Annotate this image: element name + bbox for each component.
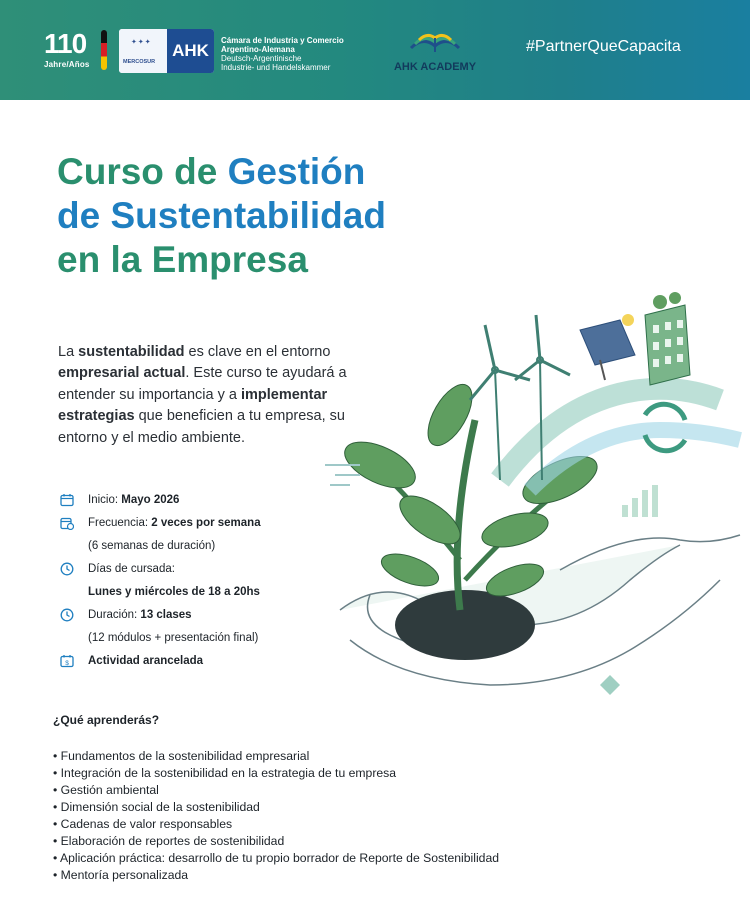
intro-text-1: La xyxy=(58,344,79,360)
chamber-line-1: Cámara de Industria y Comercio xyxy=(221,36,344,45)
detail-dias-value xyxy=(60,580,261,603)
ahk-academy-logo xyxy=(380,28,490,73)
list-item: • Gestión ambiental xyxy=(53,782,499,799)
dias-value: Lunes y miércoles de 18 a 20hs xyxy=(88,585,260,598)
intro-text-4: que beneficien a tu empresa, su entorno y el medio ambiente. xyxy=(58,408,345,446)
intro-bold-3: implementar estrategias xyxy=(58,386,328,425)
duracion-label: Duración: xyxy=(88,608,141,621)
bar-chart-icon xyxy=(622,485,658,517)
header-banner xyxy=(0,0,750,100)
sustainability-illustration xyxy=(300,280,750,720)
detail-actividad xyxy=(60,649,261,672)
anniversary-sub: Jahre/Años xyxy=(44,60,90,69)
anniversary-logo xyxy=(44,30,90,69)
title-line-2: de Sustentabilidad xyxy=(57,195,386,236)
frecuencia-label: Frecuencia: xyxy=(88,516,152,529)
chamber-line-2: Argentino-Alemana xyxy=(221,45,295,54)
duracion-note: (12 módulos + presentación final) xyxy=(88,631,259,644)
intro-text-3: . Este curso te ayudará a entender su importancia y a xyxy=(58,365,347,403)
list-item: • Mentoría personalizada xyxy=(53,867,499,884)
frecuencia-note: (6 semanas de duración) xyxy=(88,539,216,552)
title-part-2: Gestión xyxy=(227,151,366,192)
list-item: • Integración de la sostenibilidad en la estrategia de tu empresa xyxy=(53,765,499,782)
list-item: • Dimensión social de la sostenibilidad xyxy=(53,799,499,816)
title-part-1: Curso de xyxy=(57,151,228,192)
title-line-3: en la Empresa xyxy=(57,239,308,280)
building-icon xyxy=(645,292,690,385)
fee-icon xyxy=(60,654,74,668)
svg-text:$: $ xyxy=(65,659,69,667)
intro-bold-2: empresarial actual xyxy=(58,365,186,382)
intro-text-2: es clave en el entorno xyxy=(184,344,331,360)
learn-list xyxy=(53,748,499,884)
detail-frecuencia xyxy=(60,511,261,534)
course-details xyxy=(60,488,261,672)
intro-bold-1: sustentabilidad xyxy=(78,344,185,360)
duracion-value: 13 clases xyxy=(140,608,192,621)
academy-label: AHK ACADEMY xyxy=(393,61,477,73)
clock-icon xyxy=(60,562,74,576)
inicio-label: Inicio: xyxy=(88,493,122,506)
list-item: • Aplicación práctica: desarrollo de tu propio borrador de Reporte de Sostenibilidad xyxy=(53,850,499,867)
german-flag-icon xyxy=(101,30,107,70)
detail-duracion xyxy=(60,603,261,626)
solar-panel-icon xyxy=(580,314,635,380)
clock-icon xyxy=(60,608,74,622)
list-item: • Cadenas de valor responsables xyxy=(53,816,499,833)
page-title xyxy=(57,150,386,282)
frecuencia-value: 2 veces por semana xyxy=(151,516,261,529)
calendar-icon xyxy=(60,493,74,507)
dias-label: Días de cursada: xyxy=(88,562,175,575)
ahk-logo-text: AHK xyxy=(167,29,214,73)
actividad-value: Actividad arancelada xyxy=(88,654,204,667)
detail-frecuencia-note xyxy=(60,534,261,557)
detail-inicio xyxy=(60,488,261,511)
mercosur-label: MERCOSUR xyxy=(123,59,156,65)
chamber-line-4: Industrie- und Handelskammer xyxy=(221,63,331,72)
detail-duracion-note xyxy=(60,626,261,649)
chamber-line-3: Deutsch-Argentinische xyxy=(221,54,302,63)
ahk-logo xyxy=(119,29,214,73)
detail-dias xyxy=(60,557,261,580)
chamber-name xyxy=(221,36,344,72)
open-book-icon xyxy=(405,28,465,54)
list-item: • Elaboración de reportes de sostenibilidad xyxy=(53,833,499,850)
mercosur-stars-icon: ✦✦✦ xyxy=(131,39,152,46)
inicio-value: Mayo 2026 xyxy=(121,493,180,506)
hashtag: #PartnerQueCapacita xyxy=(526,38,681,55)
calendar-repeat-icon xyxy=(60,516,74,530)
list-item: • Fundamentos de la sostenibilidad empresarial xyxy=(53,748,499,765)
anniversary-number: 110 xyxy=(44,28,87,59)
learn-title: ¿Qué aprenderás? xyxy=(53,713,160,727)
